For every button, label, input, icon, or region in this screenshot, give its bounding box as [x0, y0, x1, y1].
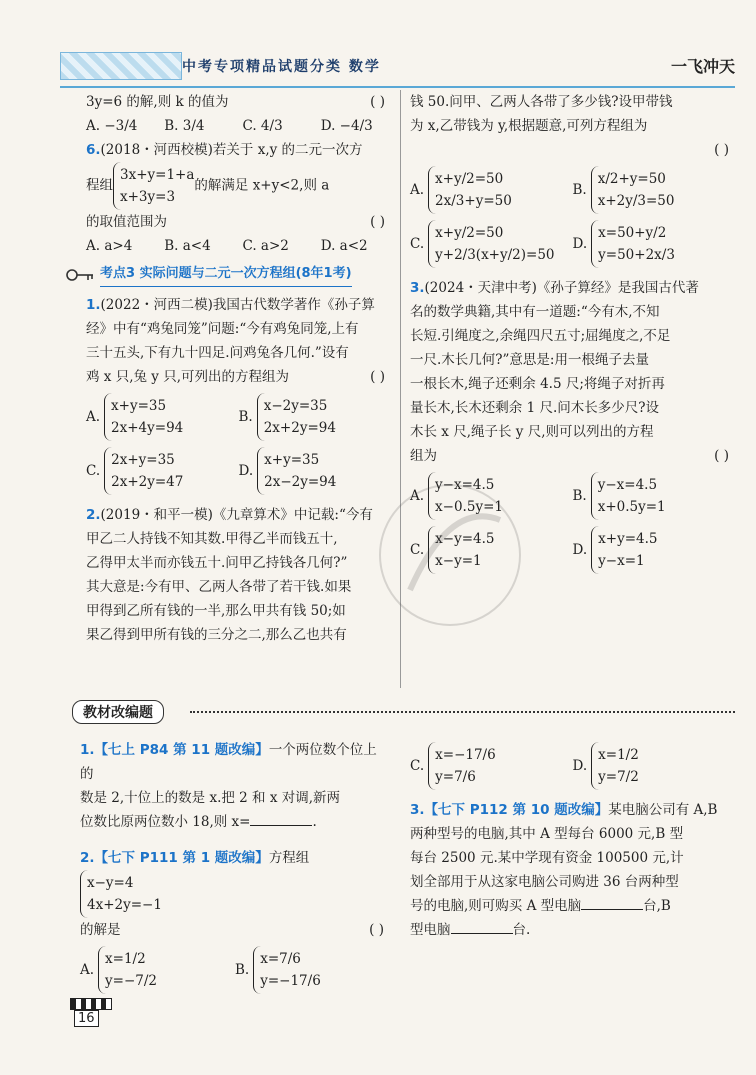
- q3-line: 一尺.木长几何?”意思是:用一根绳子去量: [410, 352, 649, 368]
- adapted-q3-line: 两种型号的电脑,其中 A 型每台 6000 元,B 型: [410, 826, 684, 842]
- q3-line: 量长木,长木还剩余 1 尺.问木长多少尺?设: [410, 400, 659, 416]
- adapted-q2-line: 2.【七下 P111 第 1 题改编】方程组x−y=4 4x+2y=−1: [80, 846, 390, 918]
- answer-blank[interactable]: [250, 811, 312, 826]
- q5-tail: 3y=6 的解,则 k 的值为 ( ): [86, 94, 385, 110]
- q3-option-c: C. x−y=4.5 x−y=1: [410, 526, 573, 574]
- q3-line: 木长 x 尺,绳子长 y 尺,则可以列出的方程: [410, 424, 654, 440]
- adapted-q2-option-a: A. x=1/2 y=−7/2: [80, 946, 235, 994]
- q1-option-d: D. x+y=35 2x−2y=94: [239, 447, 392, 495]
- q2-line: 甲得到乙所有钱的一半,那么甲共有钱 50;如: [86, 603, 346, 619]
- q6-tail: 的取值范围为 ( ): [86, 214, 385, 230]
- answer-blank[interactable]: [451, 919, 513, 934]
- adapted-q3-line: 划全部用于从这家电脑公司购进 36 台两种型: [410, 874, 679, 890]
- header-brand: 一飞冲天: [670, 57, 735, 76]
- adapted-q1-line: 数是 2,十位上的数是 x.把 2 和 x 对调,新两: [80, 790, 341, 806]
- adapted-q2-option-b: B. x=7/6 y=−17/6: [235, 946, 390, 994]
- adapted-q1-line: 1.【七上 P84 第 11 题改编】一个两位数个位上的: [80, 742, 377, 782]
- header-decoration: [60, 52, 182, 80]
- adapted-q2-option-d: D. x=1/2 y=7/2: [573, 742, 736, 790]
- q6-system: 程组3x+y=1+a x+3y=3的解满足 x+y<2,则 a: [86, 162, 391, 210]
- q5-options: A. −3/4 B. 3/4 C. 4/3 D. −4/3: [86, 118, 373, 134]
- left-column: [86, 90, 391, 647]
- q2-line: 其大意是:今有甲、乙两人各带了若干钱.如果: [86, 579, 352, 595]
- q2-line: 钱 50.问甲、乙两人各带了多少钱?设甲带钱: [410, 94, 673, 110]
- q3-option-d: D. x+y=4.5 y−x=1: [573, 526, 736, 574]
- lower-left-column: [80, 738, 390, 1002]
- q6-options: A. a>4 B. a<4 C. a>2 D. a<2: [86, 238, 368, 254]
- page-number: 16: [70, 998, 110, 1026]
- q2-line: 2.(2019・和平一模)《九章算术》中记载:“今有: [86, 507, 373, 523]
- q1-line: 1.(2022・河西二模)我国古代数学著作《孙子算: [86, 297, 375, 313]
- q1-option-a: A. x+y=35 2x+4y=94: [86, 393, 239, 441]
- q2-option-d: D. x=50+y/2 y=50+2x/3: [573, 220, 736, 268]
- q3-line: 3.(2024・天津中考)《孙子算经》是我国古代著: [410, 280, 699, 296]
- q3-line: 名的数学典籍,其中有一道题:“今有木,不知: [410, 304, 660, 320]
- adapted-q3-line: 型电脑 台.: [410, 918, 735, 942]
- q3-option-a: A. y−x=4.5 x−0.5y=1: [410, 472, 573, 520]
- q2-line: 乙得甲太半而亦钱五十.问甲乙持钱各几何?”: [86, 555, 348, 571]
- q3-line: 组为 ( ): [410, 448, 729, 464]
- q1-option-c: C. 2x+y=35 2x+2y=47: [86, 447, 239, 495]
- adapted-q2-options-cont: [410, 742, 735, 790]
- adapted-q3-line: 每台 2500 元.某中学现有资金 100500 元,计: [410, 850, 684, 866]
- q3-line: 长短.引绳度之,余绳四尺五寸;屈绳度之,不足: [410, 328, 671, 344]
- q3-line: 一根长木,绳子还剩余 4.5 尺;将绳子对折再: [410, 376, 665, 392]
- section-dotted-rule: [190, 711, 735, 713]
- q2-option-a: A. x+y/2=50 2x/3+y=50: [410, 166, 573, 214]
- topic-3-heading: 考点3 实际问题与二元一次方程组(8年1考): [66, 262, 391, 287]
- adapted-q1-line: 位数比原两位数小 18,则 x= .: [80, 810, 390, 834]
- q1-option-b: B. x−2y=35 2x+2y=94: [239, 393, 392, 441]
- adapted-q2-option-c: C. x=−17/6 y=7/6: [410, 742, 573, 790]
- q1-line: 三十五头,下有九十四足.问鸡兔各几何.”设有: [86, 345, 349, 361]
- q2-option-b: B. x/2+y=50 x+2y/3=50: [573, 166, 736, 214]
- q2-option-c: C. x+y/2=50 y+2/3(x+y/2)=50: [410, 220, 573, 268]
- watermark-logo: [360, 470, 540, 640]
- q2-line: 甲乙二人持钱不知其数.甲得乙半而钱五十,: [86, 531, 338, 547]
- q2-options: [410, 166, 735, 268]
- q1-line: 经》中有“鸡兔同笼”问题:“今有鸡兔同笼,上有: [86, 321, 359, 337]
- adapted-q3-line: 号的电脑,则可购买 A 型电脑 台,B: [410, 894, 735, 918]
- adapted-q2-line: 的解是 ( ): [80, 922, 384, 938]
- section-header: [60, 698, 735, 728]
- lower-right-column: [410, 738, 735, 942]
- adapted-q2-options: [80, 946, 390, 994]
- q1-line: 鸡 x 只,兔 y 只,可列出的方程组为 ( ): [86, 369, 385, 385]
- q1-options: [86, 393, 391, 495]
- q2-paren: ( ): [714, 142, 729, 158]
- adapted-q3-line: 3.【七下 P112 第 10 题改编】某电脑公司有 A,B: [410, 802, 718, 818]
- checkered-flag-icon: [70, 998, 112, 1010]
- section-label: 教材改编题: [72, 700, 164, 724]
- page-header: [60, 46, 735, 88]
- header-title: 中考专项精品试题分类 数学: [182, 59, 381, 75]
- q2-line: 果乙得到甲所有钱的三分之二,那么乙也共有: [86, 627, 347, 643]
- q3-option-b: B. y−x=4.5 x+0.5y=1: [573, 472, 736, 520]
- q6-stem: 6.(2018・河西校模)若关于 x,y 的二元一次方: [86, 142, 363, 158]
- key-icon: [66, 266, 94, 284]
- answer-blank[interactable]: [581, 895, 643, 910]
- q2-line: 为 x,乙带钱为 y,根据题意,可列方程组为: [410, 118, 648, 134]
